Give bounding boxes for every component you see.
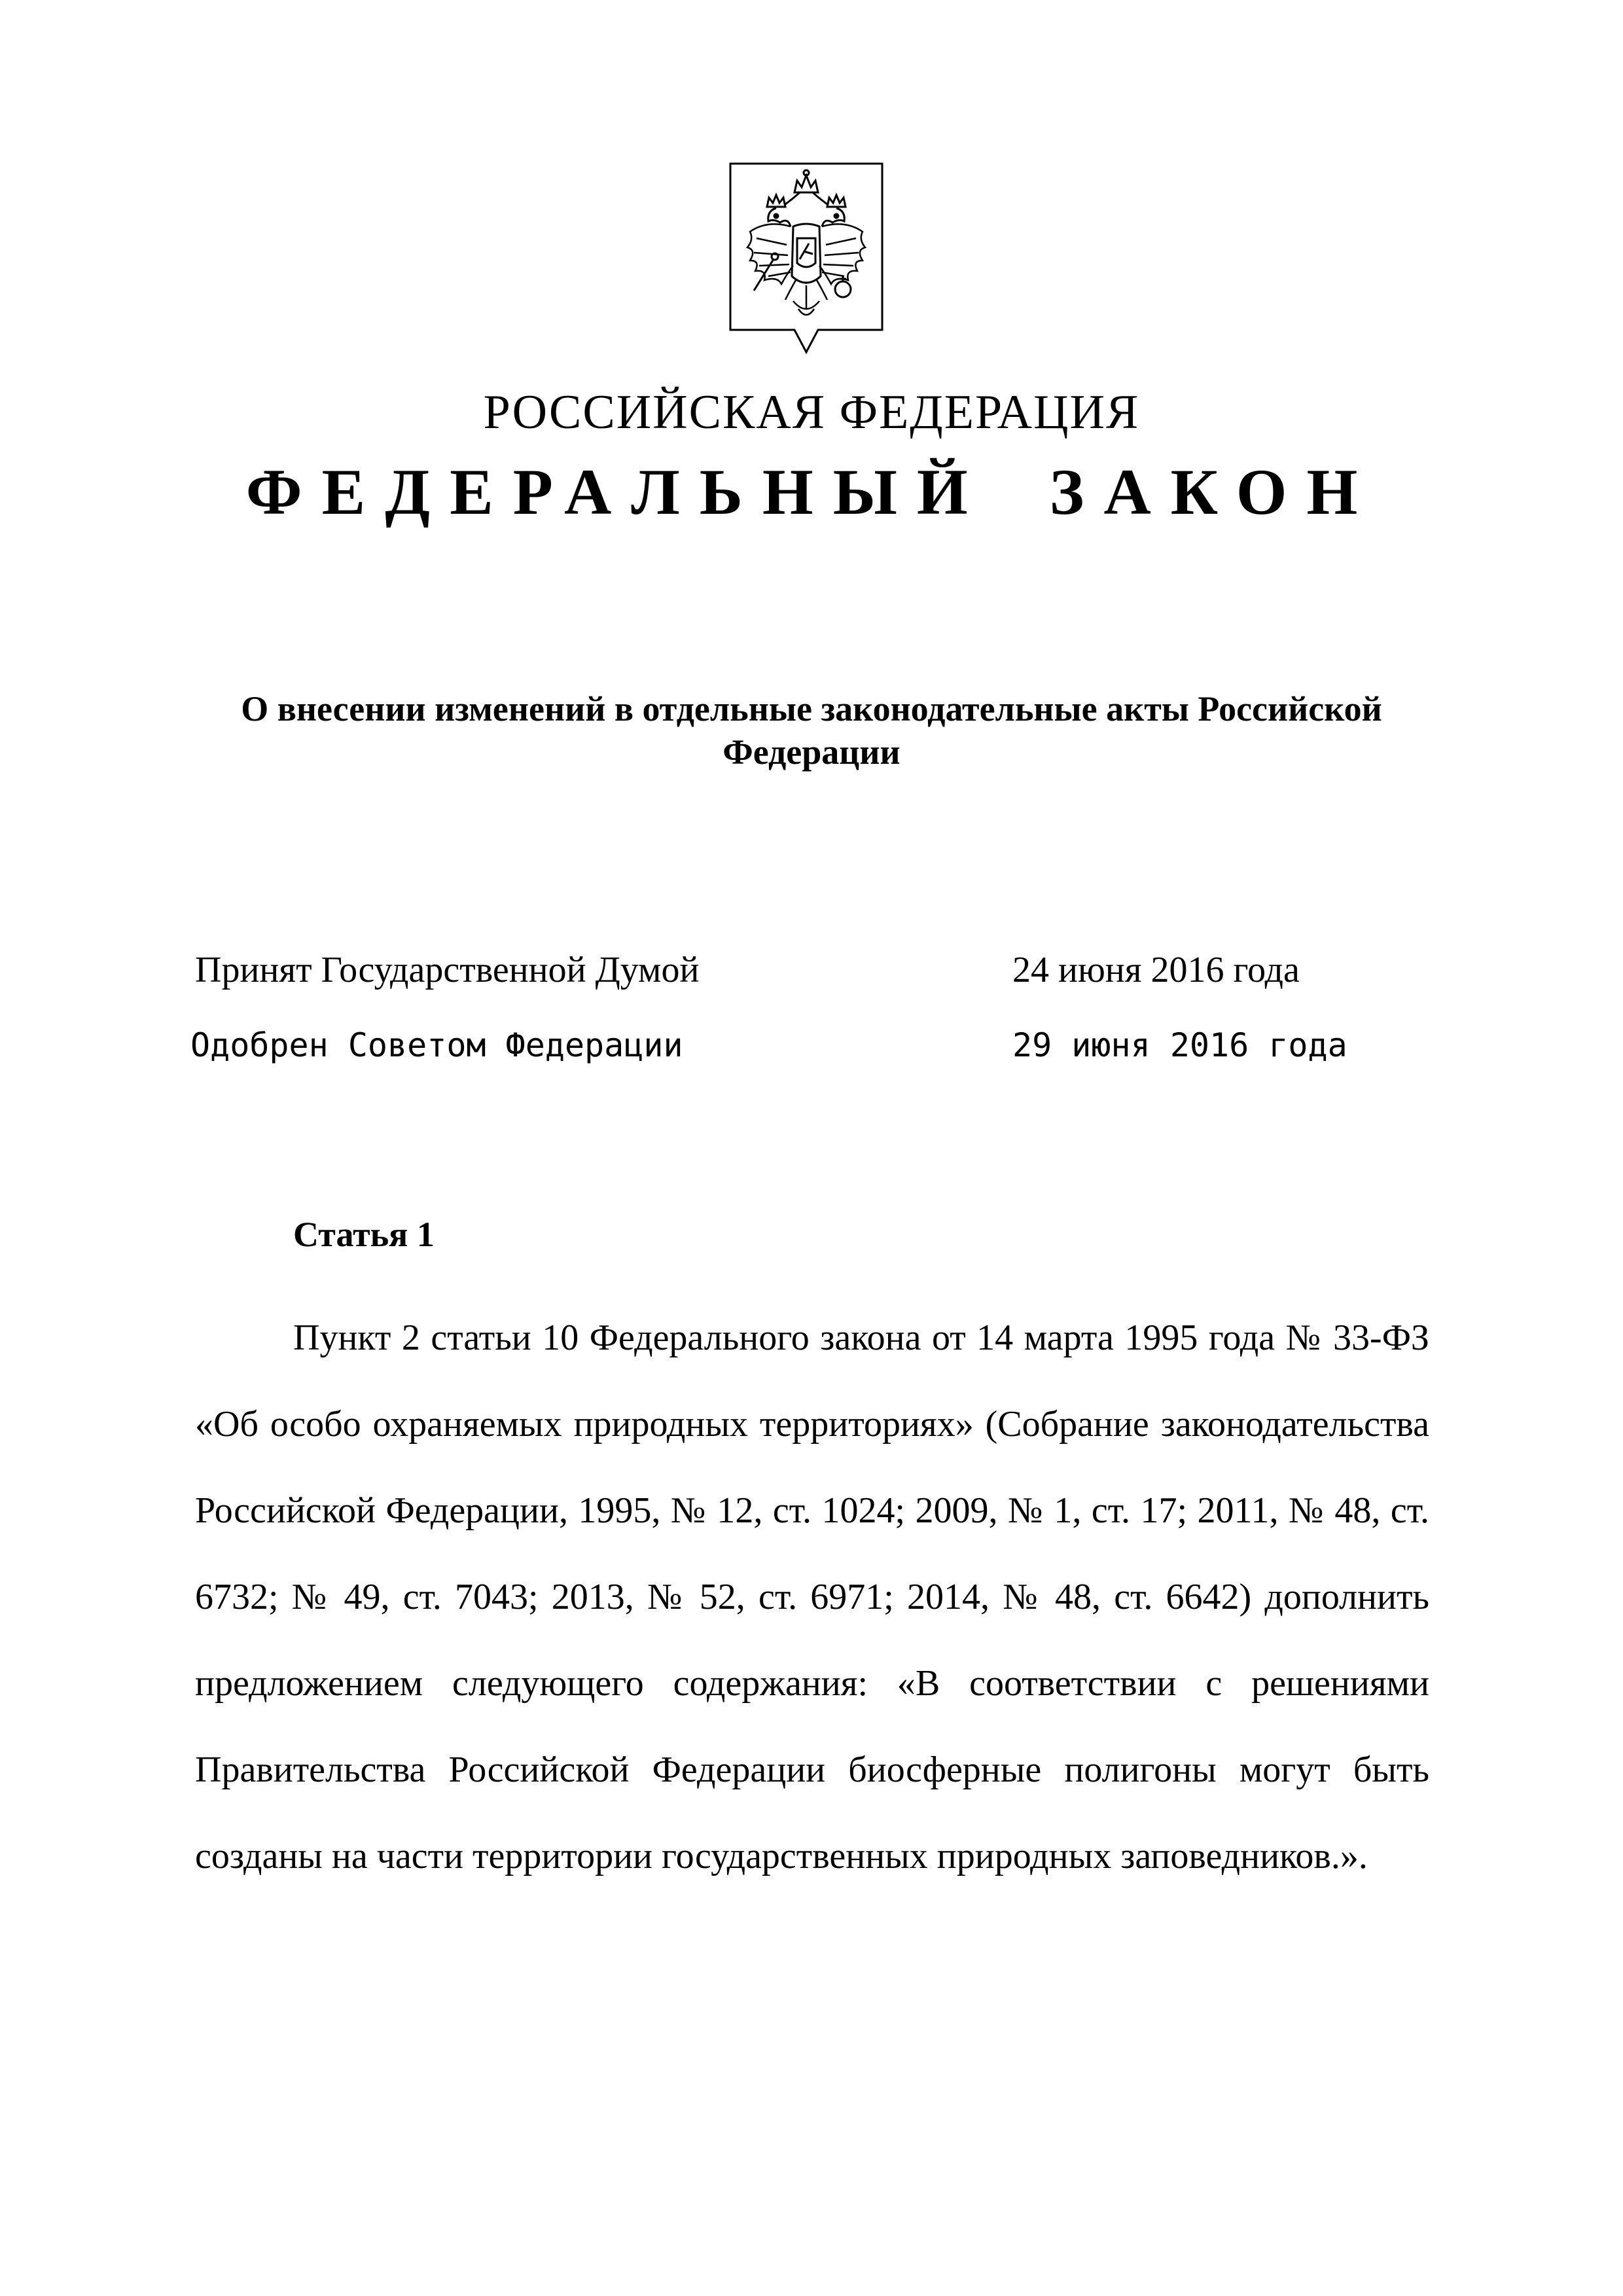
council-approval-label: Одобрен Советом Федерации [190,1026,683,1064]
law-title: О внесении изменений в отдельные законодательные акты Российской Федерации [241,689,1382,772]
russian-coat-of-arms-icon [728,161,885,357]
country-heading: РОССИЙСКАЯ ФЕДЕРАЦИЯ [483,386,1140,439]
law-type-heading: ФЕДЕРАЛЬНЫЙ ЗАКОН [245,456,1378,528]
duma-adoption-label: Принят Государственной Думой [195,950,700,990]
duma-adoption-date: 24 июня 2016 года [1012,950,1300,990]
article-heading: Статья 1 [293,1215,435,1254]
council-approval-date: 29 июня 2016 года [1012,1026,1347,1064]
article-text: Пункт 2 статьи 10 Федерального закона от 14 марта 1995 года № 33-ФЗ «Об особо охраняемых природных территориях» (Собрание законодательства Российской Федерации, 1995, № 12, ст. 1024; 2009, № 1, ст. 17; 2011, № 48, ст. 6732; № 49, ст. 7043; 2013, № 52, ст. 6971; 2014, № 48, ст. 6642) дополнить предложением следующего содержания: «В соответствии с решениями Правительства Российской Федерации биосферные полигоны могут быть созданы на части территории государственных природных заповедников.». [195,1318,1429,1876]
